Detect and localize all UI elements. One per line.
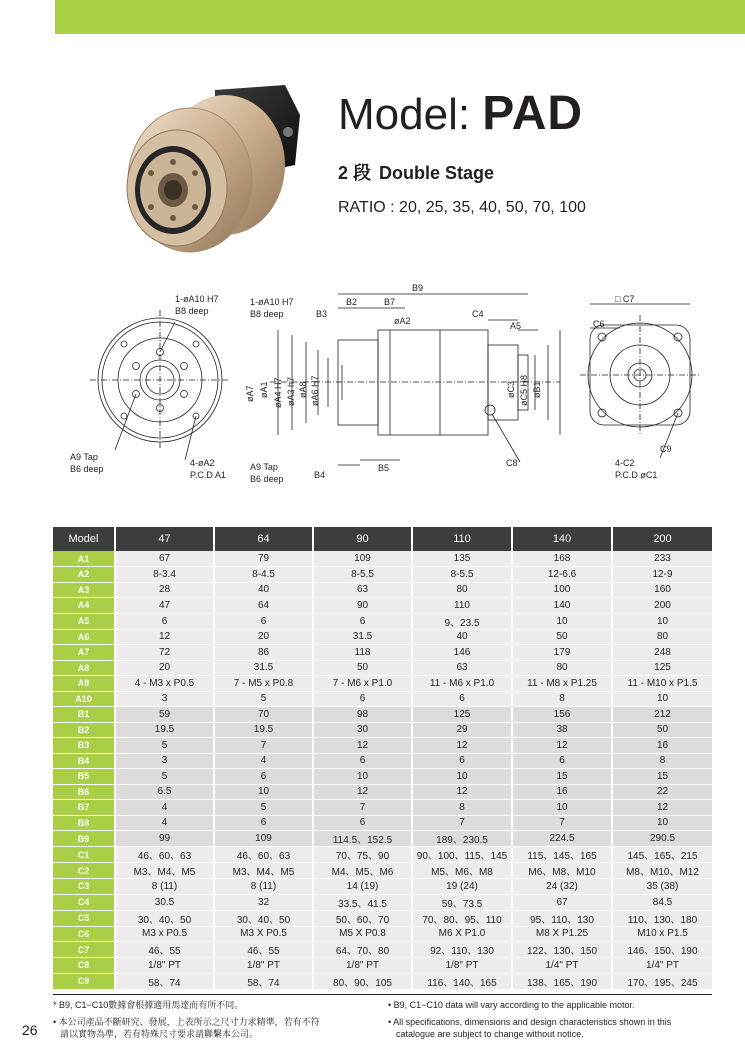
row-label: B4 — [53, 753, 115, 769]
front-view — [90, 310, 230, 460]
label-side-c4: C4 — [472, 309, 484, 319]
note-cn-2b: 請以實物為準，若有特殊尺寸要求請聯繫本公司。 — [60, 1029, 259, 1039]
table-cell: 116、140、165 — [412, 973, 512, 989]
table-cell: 86 — [214, 645, 313, 661]
note-cn-1: * B9, C1−C10數據會根據適用馬達而有所不同。 — [53, 1000, 244, 1010]
table-row — [53, 582, 712, 598]
table-cell: 118 — [313, 645, 412, 661]
table-row — [53, 800, 712, 816]
table-cell: 8 — [512, 691, 612, 707]
label-side-a8: øA8 — [298, 381, 308, 398]
model-name: PAD — [482, 87, 584, 140]
table-cell: 3 — [115, 753, 214, 769]
row-label: A6 — [53, 629, 115, 645]
table-header-cell: 200 — [612, 527, 712, 551]
row-label: B3 — [53, 738, 115, 754]
table-cell: 30.5 — [115, 894, 214, 910]
label-side-a5: A5 — [510, 321, 522, 331]
table-cell: 212 — [612, 707, 712, 723]
table-cell: 1/4" PT — [512, 958, 612, 974]
table-cell: M3 x P0.5 — [115, 926, 214, 942]
table-cell: 58、74 — [115, 973, 214, 989]
table-header-cell: 110 — [412, 527, 512, 551]
table-cell: 6 — [214, 815, 313, 831]
table-cell: 12 — [313, 784, 412, 800]
table-cell: 92、110、130 — [412, 942, 512, 958]
table-cell: 64、70、80 — [313, 942, 412, 958]
table-cell: M10 x P1.5 — [612, 926, 712, 942]
table-cell: 38 — [512, 722, 612, 738]
table-cell: 7 — [512, 815, 612, 831]
table-cell: 11 - M8 x P1.25 — [512, 676, 612, 692]
table-cell: 7 — [412, 815, 512, 831]
table-cell: 1/8" PT — [313, 958, 412, 974]
table-cell: 5 — [214, 800, 313, 816]
table-cell: 95、110、130 — [512, 910, 612, 926]
label-side-b8: B8 deep — [250, 309, 284, 319]
table-cell: 8 — [612, 753, 712, 769]
table-row — [53, 629, 712, 645]
table-cell: 98 — [313, 707, 412, 723]
table-cell: 30、40、50 — [214, 910, 313, 926]
table-cell: 140 — [512, 598, 612, 614]
stage-cn: 2 段 — [338, 163, 372, 183]
table-cell: 19 (24) — [412, 879, 512, 895]
table-cell: 6 — [313, 753, 412, 769]
table-row — [53, 567, 712, 583]
table-cell: 46、60、63 — [115, 847, 214, 863]
table-cell: 80 — [512, 660, 612, 676]
model-prefix: Model: — [338, 90, 483, 139]
table-cell: M4、M5、M6 — [313, 863, 412, 879]
label-side-b3: B3 — [316, 309, 328, 319]
table-cell: 156 — [512, 707, 612, 723]
table-cell: 99 — [115, 831, 214, 847]
label-side-b6: B6 deep — [250, 474, 284, 484]
table-cell: 168 — [512, 551, 612, 567]
table-cell: 125 — [412, 707, 512, 723]
ratio-line: RATIO : 20, 25, 35, 40, 50, 70, 100 — [338, 199, 586, 216]
table-cell: 67 — [512, 894, 612, 910]
row-label: C8 — [53, 958, 115, 974]
row-label: A10 — [53, 691, 115, 707]
table-cell: 64 — [214, 598, 313, 614]
table-row — [53, 815, 712, 831]
table-cell: 4 — [115, 800, 214, 816]
table-cell: 10 — [313, 769, 412, 785]
table-cell: 9、23.5 — [412, 613, 512, 629]
table-cell: 47 — [115, 598, 214, 614]
table-cell: 80 — [412, 582, 512, 598]
table-header-cell: 90 — [313, 527, 412, 551]
row-label: A1 — [53, 551, 115, 567]
table-cell: 170、195、245 — [612, 973, 712, 989]
table-cell: 248 — [612, 645, 712, 661]
table-cell: 8-5.5 — [412, 567, 512, 583]
spec-table — [53, 527, 712, 990]
table-cell: 12 — [313, 738, 412, 754]
label-side-b4: B4 — [314, 470, 326, 480]
table-row — [53, 769, 712, 785]
label-side-a6: øA6 H7 — [310, 375, 320, 406]
table-row — [53, 738, 712, 754]
label-side-b2: B2 — [346, 297, 358, 307]
table-cell: 10 — [612, 815, 712, 831]
table-cell: 7 - M5 x P0.8 — [214, 676, 313, 692]
table-cell: 5 — [115, 769, 214, 785]
row-label: B7 — [53, 800, 115, 816]
table-row — [53, 942, 712, 958]
table-row — [53, 660, 712, 676]
table-cell: M6、M8、M10 — [512, 863, 612, 879]
table-cell: 6 — [313, 613, 412, 629]
table-cell: 50 — [313, 660, 412, 676]
table-cell: 10 — [612, 613, 712, 629]
table-cell: 6 — [214, 769, 313, 785]
table-cell: 32 — [214, 894, 313, 910]
table-cell: 100 — [512, 582, 612, 598]
table-cell: 10 — [512, 613, 612, 629]
table-cell: 58、74 — [214, 973, 313, 989]
label-rear-pcd: P.C.D øC1 — [615, 470, 658, 480]
table-header-row — [53, 527, 712, 551]
table-cell: 30、40、50 — [115, 910, 214, 926]
row-label: C7 — [53, 942, 115, 958]
label-side-a1: øA1 — [259, 381, 269, 398]
table-cell: 59、73.5 — [412, 894, 512, 910]
table-cell: 11 - M6 x P1.0 — [412, 676, 512, 692]
row-label: C5 — [53, 910, 115, 926]
row-label: C1 — [53, 847, 115, 863]
table-cell: 6 — [512, 753, 612, 769]
label-rear-c2: 4-C2 — [615, 458, 635, 468]
label-side-a9: A9 Tap — [250, 462, 278, 472]
table-row — [53, 707, 712, 723]
label-side-a3: øA3 h7 — [286, 376, 296, 406]
stage-en: Double Stage — [379, 163, 495, 183]
table-cell: 290.5 — [612, 831, 712, 847]
table-cell: 50 — [612, 722, 712, 738]
table-cell: 28 — [115, 582, 214, 598]
table-cell: 6.5 — [115, 784, 214, 800]
table-row — [53, 613, 712, 629]
table-cell: 70、80、95、110 — [412, 910, 512, 926]
table-cell: 10 — [512, 800, 612, 816]
table-row — [53, 847, 712, 863]
table-cell: M8、M10、M12 — [612, 863, 712, 879]
table-cell: 4 — [214, 753, 313, 769]
row-label: A9 — [53, 676, 115, 692]
table-cell: 20 — [214, 629, 313, 645]
table-cell: 8-3.4 — [115, 567, 214, 583]
table-row — [53, 691, 712, 707]
label-side-c8: C8 — [506, 458, 518, 468]
table-cell: 6 — [214, 613, 313, 629]
note-en-2b: catalogue are subject to change without notice. — [396, 1029, 584, 1039]
table-row — [53, 894, 712, 910]
label-side-b9: B9 — [412, 283, 424, 293]
table-cell: 59 — [115, 707, 214, 723]
label-side-b7: B7 — [384, 297, 396, 307]
table-cell: 6 — [412, 691, 512, 707]
table-cell: 122、130、150 — [512, 942, 612, 958]
table-header-cell: 47 — [115, 527, 214, 551]
table-cell: M8 X P1.25 — [512, 926, 612, 942]
label-rear-c6: C6 — [593, 319, 605, 329]
table-cell: M5、M6、M8 — [412, 863, 512, 879]
table-cell: 40 — [412, 629, 512, 645]
table-row — [53, 879, 712, 895]
table-row — [53, 973, 712, 989]
table-cell: 6 — [313, 691, 412, 707]
row-label: C6 — [53, 926, 115, 942]
table-cell: 110、130、180 — [612, 910, 712, 926]
row-label: C3 — [53, 879, 115, 895]
table-cell: 1/8" PT — [412, 958, 512, 974]
table-cell: 12 — [115, 629, 214, 645]
label-rear-c9: C9 — [660, 444, 672, 454]
table-cell: 19.5 — [115, 722, 214, 738]
table-row — [53, 784, 712, 800]
table-cell: 10 — [412, 769, 512, 785]
table-cell: 6 — [412, 753, 512, 769]
table-body — [53, 551, 712, 989]
stage-line — [338, 159, 738, 185]
table-cell: 8-5.5 — [313, 567, 412, 583]
table-cell: M5 X P0.8 — [313, 926, 412, 942]
label-side-b1: øB1 — [532, 381, 542, 398]
table-cell: 179 — [512, 645, 612, 661]
table-cell: 7 — [214, 738, 313, 754]
table-cell: 31.5 — [313, 629, 412, 645]
table-cell: 4 — [115, 815, 214, 831]
table-cell: 4 - M3 x P0.5 — [115, 676, 214, 692]
table-cell: 16 — [512, 784, 612, 800]
page-number: 26 — [22, 1022, 38, 1038]
footer-divider — [53, 994, 712, 995]
table-cell: 1/4" PT — [612, 958, 712, 974]
table-row — [53, 831, 712, 847]
row-label: A2 — [53, 567, 115, 583]
table-cell: 90 — [313, 598, 412, 614]
model-title — [338, 88, 738, 141]
table-cell: 109 — [214, 831, 313, 847]
table-cell: 67 — [115, 551, 214, 567]
table-cell: 146 — [412, 645, 512, 661]
row-label: B8 — [53, 815, 115, 831]
row-label: B2 — [53, 722, 115, 738]
table-cell: 109 — [313, 551, 412, 567]
table-cell: 200 — [612, 598, 712, 614]
label-side-c5: øC5 H8 — [519, 374, 529, 406]
row-label: B6 — [53, 784, 115, 800]
table-cell: 70 — [214, 707, 313, 723]
table-row — [53, 910, 712, 926]
row-label: C9 — [53, 973, 115, 989]
table-cell: 46、55 — [115, 942, 214, 958]
table-cell: 19.5 — [214, 722, 313, 738]
label-rear-c7: □ C7 — [615, 294, 635, 304]
table-cell: 114.5、152.5 — [313, 831, 412, 847]
row-label: B1 — [53, 707, 115, 723]
table-cell: 84.5 — [612, 894, 712, 910]
row-label: A7 — [53, 645, 115, 661]
table-cell: 50、60、70 — [313, 910, 412, 926]
table-cell: 3 — [115, 691, 214, 707]
table-cell: 7 — [313, 800, 412, 816]
label-front-a10: 1-øA10 H7 — [175, 294, 219, 304]
table-header-cell: 140 — [512, 527, 612, 551]
table-cell: M3、M4、M5 — [214, 863, 313, 879]
row-label: B9 — [53, 831, 115, 847]
row-label: B5 — [53, 769, 115, 785]
table-cell: 135 — [412, 551, 512, 567]
table-cell: 16 — [612, 738, 712, 754]
table-cell: 46、55 — [214, 942, 313, 958]
table-cell: 15 — [512, 769, 612, 785]
table-cell: 24 (32) — [512, 879, 612, 895]
table-cell: 12-9 — [612, 567, 712, 583]
table-cell: 40 — [214, 582, 313, 598]
table-cell: 10 — [612, 691, 712, 707]
table-cell: 8 — [412, 800, 512, 816]
table-cell: 11 - M10 x P1.5 — [612, 676, 712, 692]
table-cell: 90、100、115、145 — [412, 847, 512, 863]
table-cell: 29 — [412, 722, 512, 738]
table-cell: 12 — [412, 738, 512, 754]
table-row — [53, 551, 712, 567]
table-cell: 6 — [115, 613, 214, 629]
table-cell: 1/8" PT — [115, 958, 214, 974]
label-side-c3: øC3 — [506, 380, 516, 398]
label-front-a9: A9 Tap — [70, 452, 98, 462]
label-side-a10: 1-øA10 H7 — [250, 297, 294, 307]
table-cell: 5 — [115, 738, 214, 754]
table-cell: 22 — [612, 784, 712, 800]
label-side-a4: øA4 H7 — [273, 377, 283, 408]
table-cell: 63 — [412, 660, 512, 676]
table-cell: 12 — [412, 784, 512, 800]
table-cell: 6 — [313, 815, 412, 831]
label-front-b6: B6 deep — [70, 464, 104, 474]
table-cell: M3 X P0.5 — [214, 926, 313, 942]
table-cell: 12-6.6 — [512, 567, 612, 583]
table-cell: 1/8" PT — [214, 958, 313, 974]
label-side-a7: øA7 — [245, 385, 255, 402]
table-cell: 79 — [214, 551, 313, 567]
label-front-a2: 4-øA2 — [190, 458, 215, 468]
table-cell: 224.5 — [512, 831, 612, 847]
table-cell: 72 — [115, 645, 214, 661]
table-cell: 145、165、215 — [612, 847, 712, 863]
table-cell: 138、165、190 — [512, 973, 612, 989]
product-photo — [95, 70, 315, 270]
table-header-cell: Model — [53, 527, 115, 551]
table-row — [53, 926, 712, 942]
row-label: A4 — [53, 598, 115, 614]
row-label: C2 — [53, 863, 115, 879]
table-row — [53, 958, 712, 974]
note-en-1: • B9, C1−C10 data will vary according to the applicable motor. — [388, 1000, 635, 1010]
row-label: A3 — [53, 582, 115, 598]
label-side-a2: øA2 — [394, 316, 411, 326]
row-label: C4 — [53, 894, 115, 910]
table-cell: 160 — [612, 582, 712, 598]
table-cell: 8 (11) — [214, 879, 313, 895]
table-cell: 8-4.5 — [214, 567, 313, 583]
table-cell: M6 X P1.0 — [412, 926, 512, 942]
technical-drawing — [60, 280, 740, 500]
table-cell: 46、60、63 — [214, 847, 313, 863]
table-cell: 14 (19) — [313, 879, 412, 895]
table-cell: 12 — [612, 800, 712, 816]
table-cell: 12 — [512, 738, 612, 754]
table-cell: 70、75、90 — [313, 847, 412, 863]
table-cell: 110 — [412, 598, 512, 614]
table-row — [53, 722, 712, 738]
table-cell: 5 — [214, 691, 313, 707]
table-cell: 35 (38) — [612, 879, 712, 895]
table-cell: M3、M4、M5 — [115, 863, 214, 879]
label-front-b8: B8 deep — [175, 306, 209, 316]
table-cell: 7 - M6 x P1.0 — [313, 676, 412, 692]
label-front-pcd: P.C.D A1 — [190, 470, 226, 480]
table-cell: 80 — [612, 629, 712, 645]
label-side-b5: B5 — [378, 463, 390, 473]
note-cn-2a: • 本公司產品不斷研究、發展，上表所示之尺寸力求精準，若有不符 — [53, 1017, 320, 1027]
row-label: A8 — [53, 660, 115, 676]
table-cell: 15 — [612, 769, 712, 785]
table-cell: 125 — [612, 660, 712, 676]
table-row — [53, 676, 712, 692]
table-cell: 63 — [313, 582, 412, 598]
table-cell: 20 — [115, 660, 214, 676]
row-label: A5 — [53, 613, 115, 629]
table-cell: 189、230.5 — [412, 831, 512, 847]
table-cell: 8 (11) — [115, 879, 214, 895]
table-cell: 233 — [612, 551, 712, 567]
table-cell: 50 — [512, 629, 612, 645]
header-accent-bar — [55, 0, 745, 34]
table-cell: 10 — [214, 784, 313, 800]
table-row — [53, 598, 712, 614]
table-cell: 115、145、165 — [512, 847, 612, 863]
note-en-2a: • All specifications, dimensions and design characteristics shown in this — [388, 1017, 672, 1027]
table-header-cell: 64 — [214, 527, 313, 551]
table-cell: 80、90、105 — [313, 973, 412, 989]
table-cell: 33.5、41.5 — [313, 894, 412, 910]
table-cell: 146、150、190 — [612, 942, 712, 958]
table-cell: 30 — [313, 722, 412, 738]
table-row — [53, 645, 712, 661]
table-row — [53, 863, 712, 879]
table-row — [53, 753, 712, 769]
title-block — [338, 88, 738, 217]
table-cell: 31.5 — [214, 660, 313, 676]
